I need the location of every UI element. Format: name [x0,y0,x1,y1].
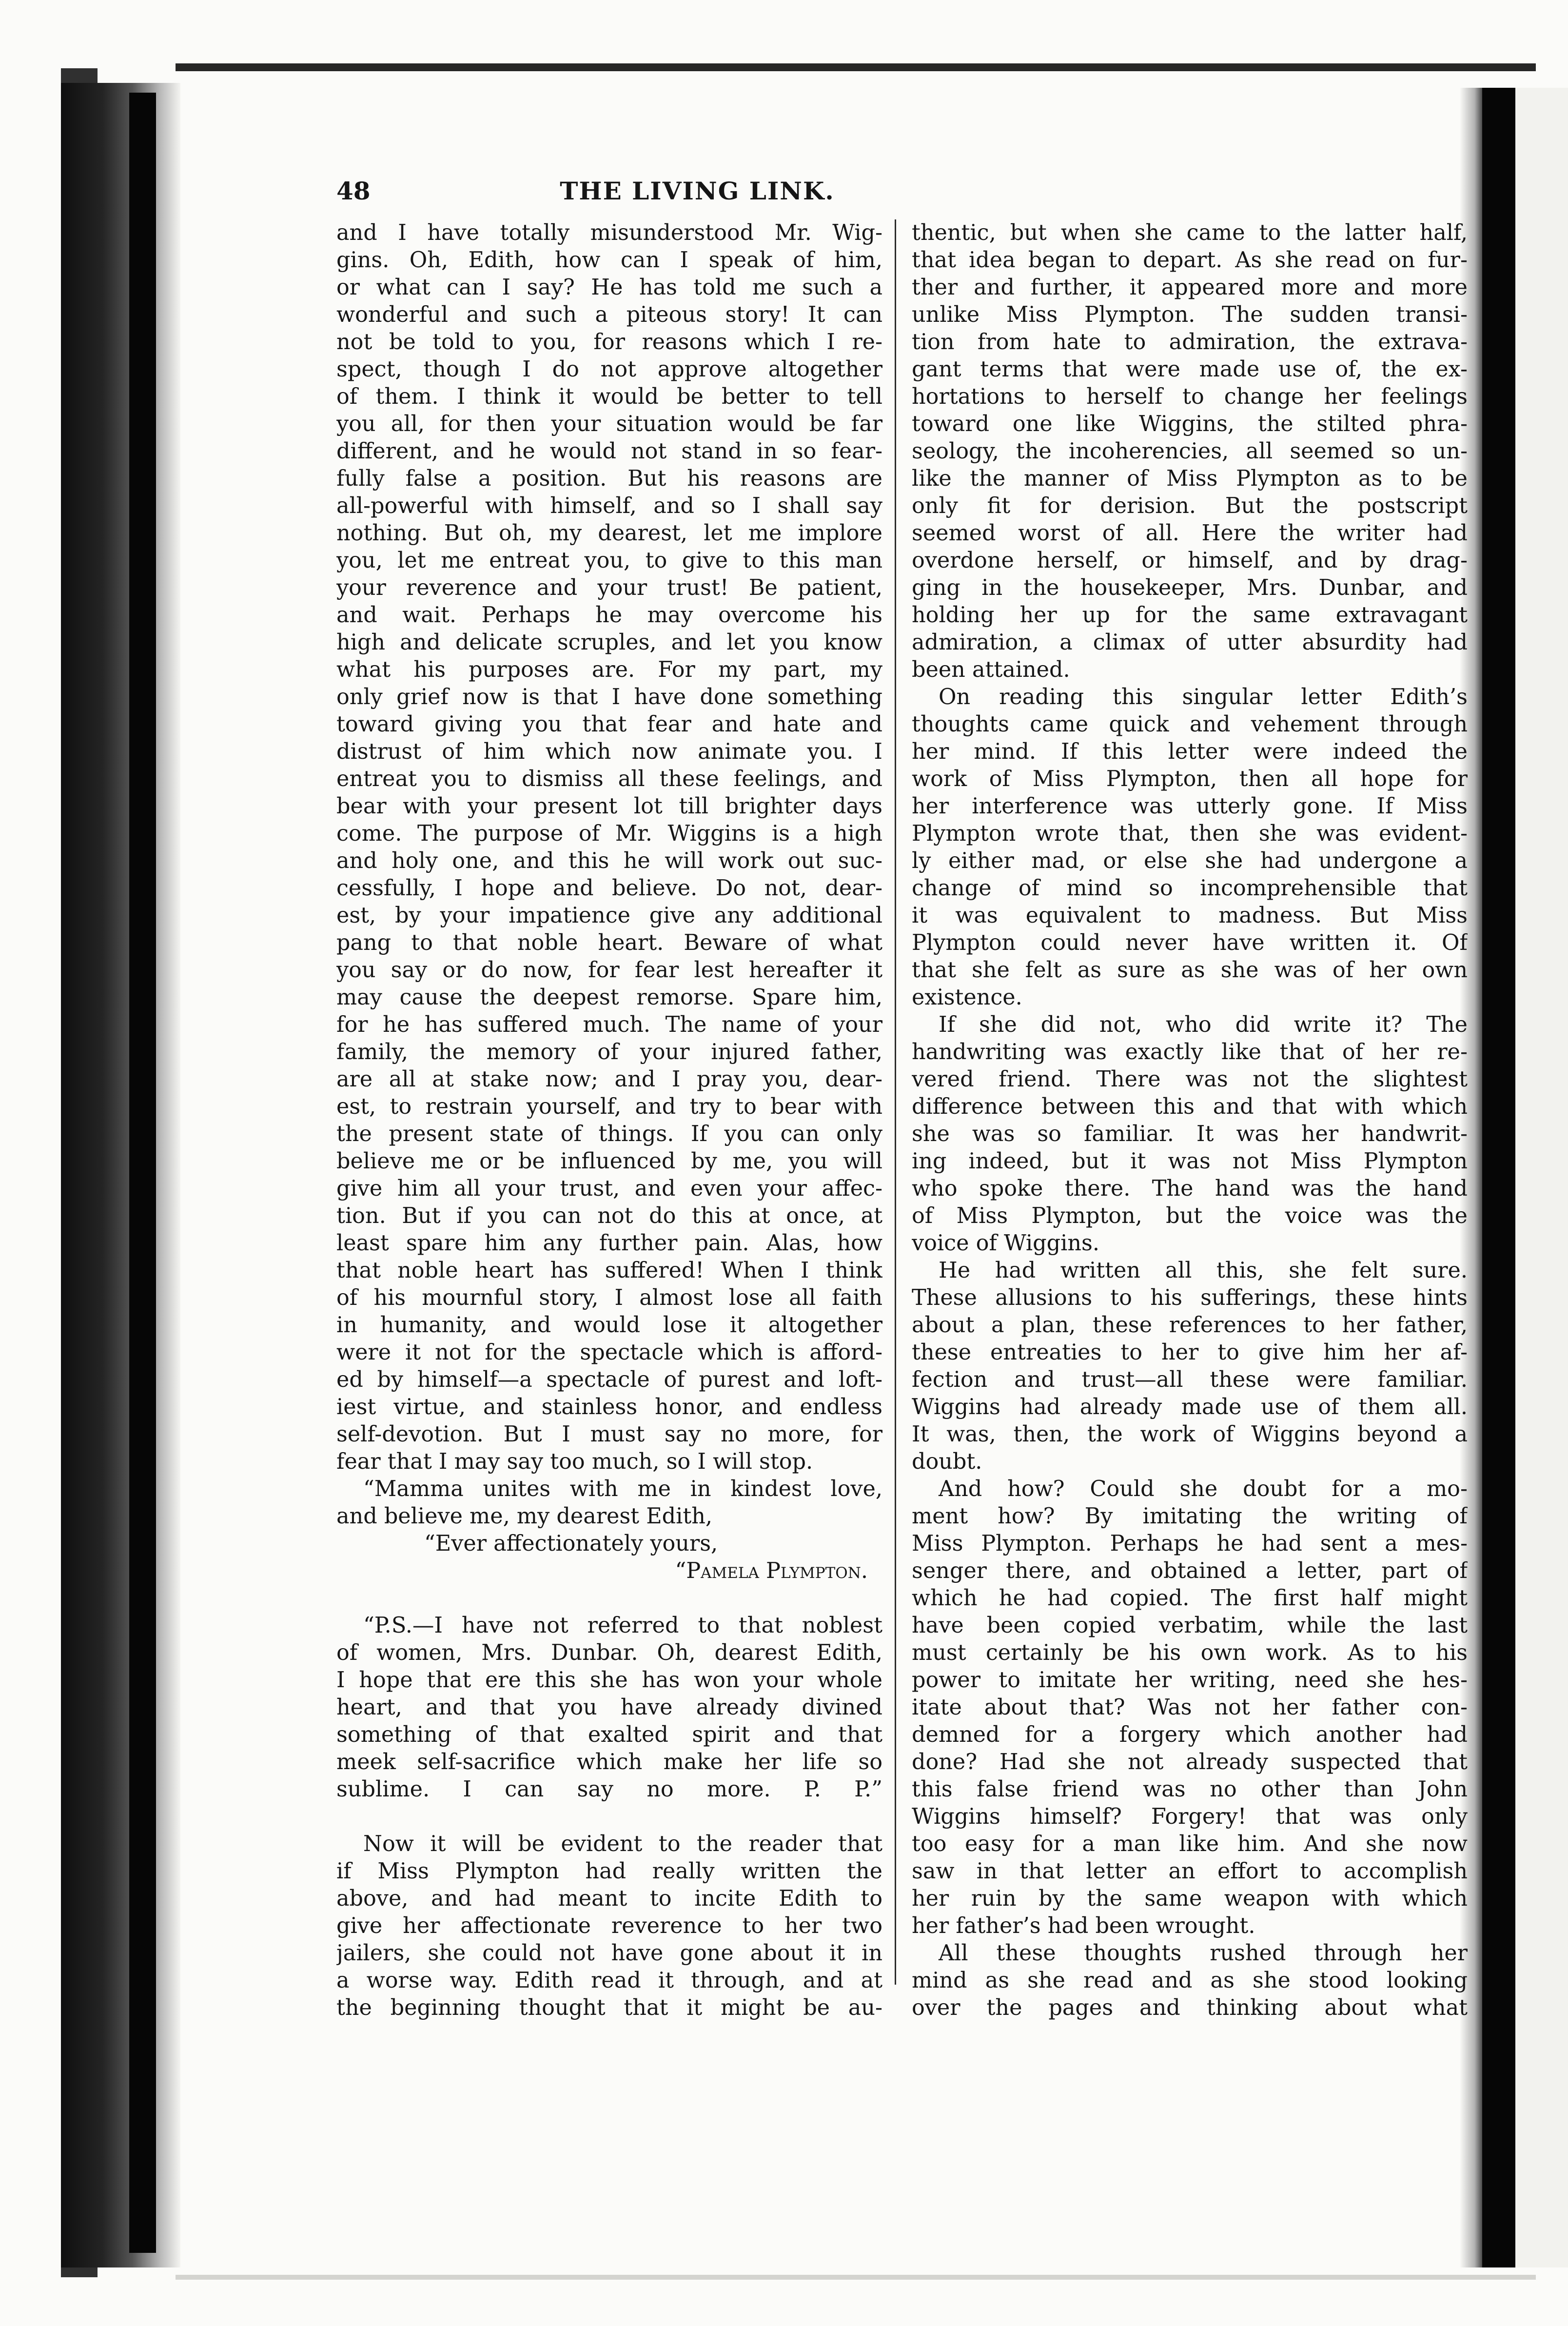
text-line: she was so familiar. It was her handwrit- [912,1122,1468,1146]
text-line: meek self-sacrifice which make her life so [336,1750,882,1774]
text-line: ment how? By imitating the writing of [912,1504,1468,1529]
text-line: If she did not, who did write it? The [939,1012,1468,1037]
text-line: what his purposes are. For my part, my [336,657,882,682]
text-line: distrust of him which now animate you. I [336,739,882,764]
text-line: self-devotion. But I must say no more, for [336,1422,882,1447]
text-line: over the pages and thinking about what [912,1995,1468,2020]
text-line: jailers, she could not have gone about it in [336,1941,882,1966]
text-line: voice of Wiggins. [912,1231,1100,1256]
text-line: entreat you to dismiss all these feelings, and [336,767,882,791]
text-line: only fit for derision. But the postscript [912,493,1468,518]
text-line: about a plan, these references to her father, [912,1313,1468,1338]
spacer [336,1585,882,1612]
page-top-edge [176,63,1536,71]
text-line: Plympton could never have written it. Of [912,930,1468,955]
text-line: Wiggins himself? Forgery! that was only [912,1804,1468,1829]
text-line: give her affectionate reverence to her two [336,1913,882,1938]
text-line: holding her up for the same extravagant [912,603,1468,628]
text-line: ly either mad, or else she had undergone a [912,848,1468,873]
text-line: this false friend was no other than John [912,1777,1468,1802]
page-header [336,177,1477,216]
text-line: He had written all this, she felt sure. [939,1258,1468,1283]
text-line: pang to that noble heart. Beware of what [336,930,882,955]
text-line: work of Miss Plympton, then all hope for [912,767,1468,791]
text-line: thentic, but when she came to the latter half, [912,220,1468,245]
text-line: I hope that ere this she has won your whole [336,1668,882,1693]
text-line: handwriting was exactly like that of her re- [912,1040,1468,1064]
text-line: sublime. I can say no more. P. P.” [336,1777,882,1802]
text-line: doubt. [912,1449,982,1474]
text-line: toward giving you that fear and hate and [336,712,882,737]
letter-closing: and believe me, my dearest Edith, [336,1504,713,1529]
text-line: these entreaties to her to give him her af- [912,1340,1468,1365]
text-line: mind as she read and as she stood looking [912,1968,1468,1993]
text-line: ther and further, it appeared more and more [912,275,1468,300]
text-line: may cause the deepest remorse. Spare him, [336,985,882,1010]
text-line: not be told to you, for reasons which I re- [336,330,882,355]
text-line: only grief now is that I have done something [336,685,882,710]
text-line: which he had copied. The first half might [912,1586,1468,1611]
text-line: vered friend. There was not the slightest [912,1067,1468,1092]
text-line: seemed worst of all. Here the writer had [912,521,1468,546]
text-line: your reverence and your trust! Be patient, [336,575,882,600]
text-line: change of mind so incomprehensible that [912,876,1468,901]
text-line: or what can I say? He has told me such a [336,275,882,300]
text-line: “P.S.—I have not referred to that noblest [363,1613,882,1638]
text-line: These allusions to his sufferings, these hints [912,1285,1468,1310]
text-line: unlike Miss Plympton. The sudden transi- [912,302,1468,327]
facing-page-sliver [1515,88,1568,2267]
text-line: ing indeed, but it was not Miss Plympton [912,1149,1468,1174]
right-page-edge [1482,88,1515,2267]
text-line: est, by your impatience give any additional [336,903,882,928]
text-line: must certainly be his own work. As to his [912,1640,1468,1665]
text-line: the beginning thought that it might be au- [336,1995,882,2020]
text-line: gins. Oh, Edith, how can I speak of him, [336,248,882,273]
text-line: ging in the housekeeper, Mrs. Dunbar, and [912,575,1468,600]
text-line: the present state of things. If you can only [336,1122,882,1146]
text-line: fear that I may say too much, so I will stop. [336,1449,813,1474]
text-line: give him all your trust, and even your affec- [336,1176,882,1201]
text-line: gant terms that were made use of, the ex- [912,357,1468,382]
text-line: like the manner of Miss Plympton as to be [912,466,1468,491]
text-line: Miss Plympton. Perhaps he had sent a mes- [912,1531,1468,1556]
text-line: you, let me entreat you, to give to this man [336,548,882,573]
binding-shadow [61,83,180,2267]
text-line: if Miss Plympton had really written the [336,1859,882,1884]
running-head: THE LIVING LINK. [560,177,835,205]
text-line: Plympton wrote that, then she was evident- [912,821,1468,846]
text-line: heart, and that you have already divined [336,1695,882,1720]
text-line: tion. But if you can not do this at once, at [336,1203,882,1228]
text-line: thoughts came quick and vehement through [912,712,1468,737]
text-line: her mind. If this letter were indeed the [912,739,1468,764]
text-line: too easy for a man like him. And she now [912,1832,1468,1856]
text-line: and wait. Perhaps he may overcome his [336,603,882,628]
text-line: On reading this singular letter Edith’s [939,685,1468,710]
text-line: Now it will be evident to the reader that [363,1832,882,1856]
text-line: demned for a forgery which another had [912,1722,1468,1747]
text-line: her father’s had been wrought. [912,1913,1255,1938]
text-line: Wiggins had already made use of them all. [912,1395,1468,1419]
text-line: “Mamma unites with me in kindest love, [363,1477,882,1501]
text-line: iest virtue, and stainless honor, and endless [336,1395,882,1419]
text-line: ed by himself—a spectacle of purest and loft- [336,1367,882,1392]
text-line: power to imitate her writing, need she hes- [912,1668,1468,1693]
text-line: of Miss Plympton, but the voice was the [912,1203,1468,1228]
right-column [912,219,1468,2253]
text-line: spect, though I do not approve altogether [336,357,882,382]
text-line: It was, then, the work of Wiggins beyond a [912,1422,1468,1447]
text-line: of his mournful story, I almost lose all faith [336,1285,882,1310]
text-line: of women, Mrs. Dunbar. Oh, dearest Edith, [336,1640,882,1665]
text-line: and holy one, and this he will work out suc- [336,848,882,873]
text-line: All these thoughts rushed through her [939,1941,1468,1966]
text-line: that noble heart has suffered! When I think [336,1258,882,1283]
text-line: fection and trust—all these were familiar. [912,1367,1468,1392]
text-line: senger there, and obtained a letter, part of [912,1558,1468,1583]
page-number: 48 [336,177,371,205]
text-line: it was equivalent to madness. But Miss [912,903,1468,928]
text-line: her ruin by the same weapon with which [912,1886,1468,1911]
text-line: for he has suffered much. The name of your [336,1012,882,1037]
text-line: wonderful and such a piteous story! It can [336,302,882,327]
text-line: different, and he would not stand in so fear- [336,439,882,464]
text-line: seology, the incoherencies, all seemed so un- [912,439,1468,464]
text-line: all-powerful with himself, and so I shall say [336,493,882,518]
text-line: that idea began to depart. As she read on fur- [912,248,1468,273]
text-line: family, the memory of your injured father, [336,1040,882,1064]
text-line: done? Had she not already suspected that [912,1750,1468,1774]
text-line: you all, for then your situation would be far [336,412,882,436]
text-line: of them. I think it would be better to tell [336,384,882,409]
text-line: believe me or be influenced by me, you will [336,1149,882,1174]
text-line: and I have totally misunderstood Mr. Wig- [336,220,882,245]
text-line: fully false a position. But his reasons are [336,466,882,491]
text-line: were it not for the spectacle which is afford- [336,1340,882,1365]
binding-dark-strip [129,93,156,2253]
text-line: a worse way. Edith read it through, and at [336,1968,882,1993]
text-line: that she felt as sure as she was of her own [912,958,1468,983]
text-line: est, to restrain yourself, and try to bear with [336,1094,882,1119]
letter-signature: “Pamela Plympton. [675,1558,868,1583]
text-line: nothing. But oh, my dearest, let me implore [336,521,882,546]
page-bottom-edge [176,2275,1536,2280]
text-line: itate about that? Was not her father con- [912,1695,1468,1720]
text-line: her interference was utterly gone. If Miss [912,794,1468,819]
text-line: hortations to herself to change her feelings [912,384,1468,409]
text-line: difference between this and that with which [912,1094,1468,1119]
text-line: have been copied verbatim, while the last [912,1613,1468,1638]
text-line: come. The purpose of Mr. Wiggins is a high [336,821,882,846]
text-line: you say or do now, for fear lest hereafter it [336,958,882,983]
text-line: tion from hate to admiration, the extrava- [912,330,1468,355]
text-line: in humanity, and would lose it altogether [336,1313,882,1338]
column-rule [895,219,896,1985]
text-line: toward one like Wiggins, the stilted phra- [912,412,1468,436]
text-line: least spare him any further pain. Alas, how [336,1231,882,1256]
text-line: been attained. [912,657,1070,682]
text-line: high and delicate scruples, and let you know [336,630,882,655]
text-line: cessfully, I hope and believe. Do not, dear- [336,876,882,901]
left-column [336,219,882,2253]
text-line: And how? Could she doubt for a mo- [939,1477,1468,1501]
text-line: admiration, a climax of utter absurdity had [912,630,1468,655]
spacer [336,1803,882,1831]
text-line: overdone herself, or himself, and by drag- [912,548,1468,573]
text-line: are all at stake now; and I pray you, dear- [336,1067,882,1092]
letter-valediction: “Ever affectionately yours, [424,1531,718,1556]
text-line: something of that exalted spirit and that [336,1722,882,1747]
text-line: existence. [912,985,1022,1010]
text-line: above, and had meant to incite Edith to [336,1886,882,1911]
text-line: bear with your present lot till brighter days [336,794,882,819]
text-line: saw in that letter an effort to accomplish [912,1859,1468,1884]
text-line: who spoke there. The hand was the hand [912,1176,1468,1201]
